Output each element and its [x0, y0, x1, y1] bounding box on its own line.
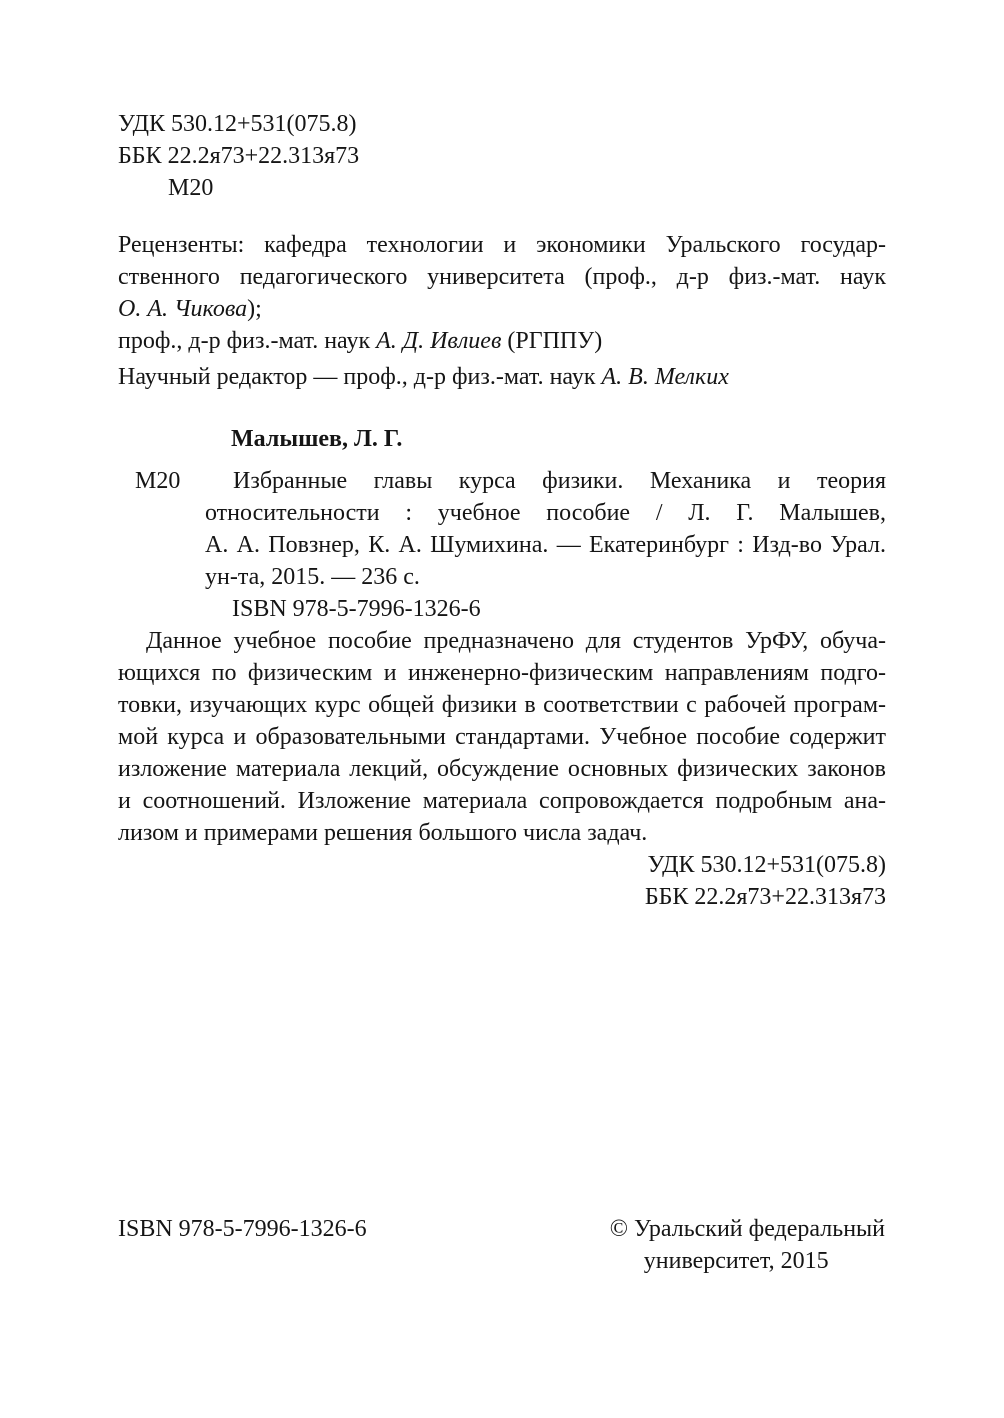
author-heading: Малышев, Л. Г.	[231, 426, 403, 452]
science-editor-line	[118, 361, 886, 393]
bbk-code: ББК 22.2я73+22.313я73	[118, 143, 360, 169]
catalog-isbn: ISBN 978-5-7996-1326-6	[232, 596, 481, 622]
copyright-block	[610, 1213, 885, 1277]
reviewers-line-4-tail: (РГППУ)	[501, 328, 603, 354]
editor-name: А. В. Мелких	[601, 364, 729, 390]
reviewers-line-3-tail: );	[247, 296, 262, 322]
reviewer-name-1: О. А. Чикова	[118, 296, 248, 322]
reviewer-name-2: А. Д. Ивлиев	[376, 328, 502, 354]
catalog-entry	[118, 465, 886, 625]
classification-codes-top	[118, 108, 886, 204]
udk-code-right: УДК 530.12+531(075.8)	[647, 852, 886, 878]
annotation-line-7: лизом и примерами решения большого числа задач.	[118, 820, 648, 846]
catalog-code: М20	[135, 468, 181, 494]
reviewers-line-4-lead: проф., д-р физ.-мат. наук	[118, 328, 377, 354]
reviewers-line-2: ственного педагогического университета (проф., д-р физ.-мат. наук	[118, 264, 886, 290]
catalog-line-2: относительности : учебное пособие / Л. Г. Малышев,	[205, 500, 886, 526]
reviewers-line-3	[118, 293, 886, 325]
annotation-line-4: мой курса и образовательными стандартами. Учебное пособие содержит	[118, 724, 886, 750]
reviewers-paragraph	[118, 229, 886, 357]
copyright-line-2: университет, 2015	[643, 1248, 829, 1274]
annotation-line-2: ющихся по физическим и инженерно-физическим направлениям подго-	[118, 660, 886, 686]
copyright-line-1: © Уральский федеральный	[609, 1216, 885, 1242]
annotation-line-1: Данное учебное пособие предназначено для студентов УрФУ, обуча-	[146, 628, 886, 654]
editor-lead: Научный редактор — проф., д-р физ.-мат. наук	[118, 364, 602, 390]
catalog-line-3: А. А. Повзнер, К. А. Шумихина. — Екатеринбург : Изд-во Урал.	[205, 532, 886, 558]
reviewers-line-4	[118, 325, 886, 357]
catalog-line-1: Избранные главы курса физики. Механика и теория	[233, 468, 886, 494]
catalog-line-4: ун-та, 2015. — 236 с.	[205, 564, 420, 590]
annotation-line-5: изложение материала лекций, обсуждение основных физических законов	[118, 756, 886, 782]
annotation-line-3: товки, изучающих курс общей физики в соответствии с рабочей програм-	[118, 692, 886, 718]
bbk-code-right: ББК 22.2я73+22.313я73	[644, 884, 886, 910]
udk-code: УДК 530.12+531(075.8)	[118, 111, 357, 137]
footer	[118, 1213, 885, 1277]
catalog-text	[205, 465, 886, 625]
author-sign-code: М20	[168, 175, 214, 201]
classification-codes-bottom	[118, 849, 886, 913]
annotation-line-6: и соотношений. Изложение материала сопровождается подробным ана-	[118, 788, 886, 814]
reviewers-line-1: Рецензенты: кафедра технологии и экономики Уральского государ-	[118, 232, 886, 258]
annotation-paragraph	[118, 625, 886, 849]
footer-isbn: ISBN 978-5-7996-1326-6	[118, 1216, 367, 1242]
page-content	[118, 108, 886, 913]
